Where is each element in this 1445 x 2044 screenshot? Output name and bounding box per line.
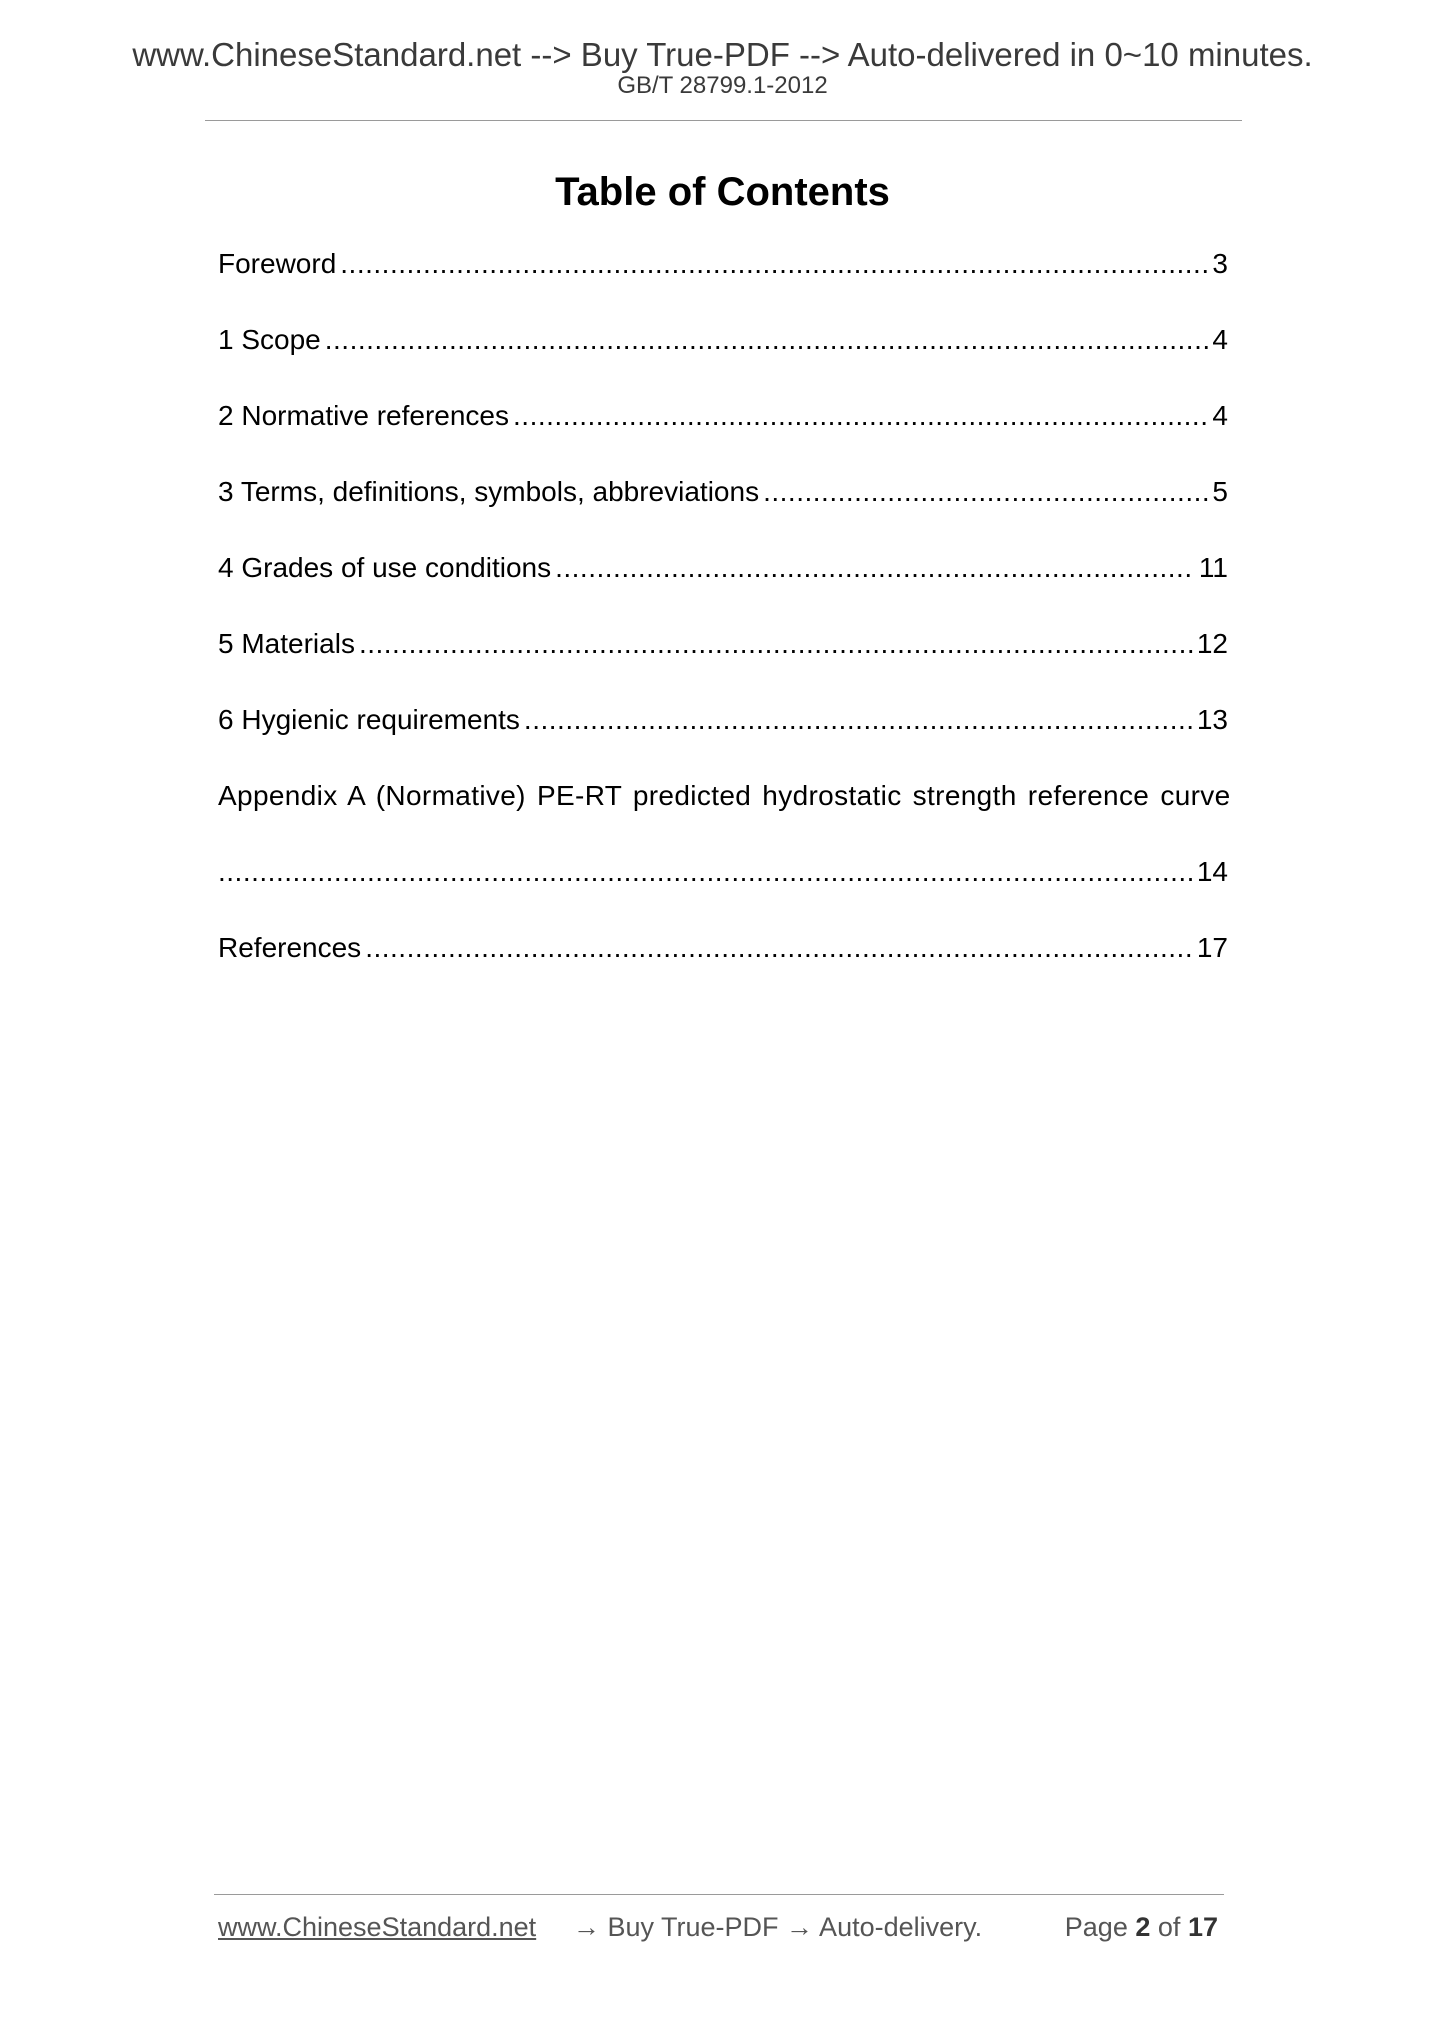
toc-dot-leader bbox=[340, 250, 1208, 278]
page-total: 17 bbox=[1187, 1912, 1218, 1942]
toc-entry-terms[interactable] bbox=[218, 478, 1228, 512]
footer-tagline: → Buy True-PDF → Auto-delivery. bbox=[573, 1912, 983, 1942]
toc-dot-leader bbox=[524, 706, 1193, 734]
footer-site-link[interactable]: www.ChineseStandard.net bbox=[218, 1912, 537, 1942]
page-current: 2 bbox=[1135, 1912, 1151, 1942]
toc-entry-label: 4 Grades of use conditions bbox=[218, 552, 552, 583]
toc-entry-materials[interactable] bbox=[218, 630, 1228, 664]
page-title: Table of Contents bbox=[555, 170, 890, 214]
toc-entry-label: References bbox=[218, 932, 362, 963]
toc-dot-leader bbox=[555, 554, 1195, 582]
toc-entry-label: 6 Hygienic requirements bbox=[218, 704, 520, 735]
toc-entry-page: 17 bbox=[1196, 932, 1228, 963]
toc-entry-page: 12 bbox=[1196, 628, 1228, 659]
toc-entry-label: 2 Normative references bbox=[218, 400, 510, 431]
toc-entry-page: 4 bbox=[1212, 324, 1228, 355]
toc-entry-label: Foreword bbox=[218, 248, 337, 279]
footer-divider bbox=[214, 1894, 1224, 1895]
toc-entry-label: Appendix A (Normative) PE-RT predicted hydrostatic strength reference curve bbox=[218, 780, 1231, 811]
toc-entry-grades[interactable] bbox=[218, 554, 1228, 588]
toc-entry-page: 4 bbox=[1212, 400, 1228, 431]
toc-entry-page: 13 bbox=[1196, 704, 1228, 735]
document-number: GB/T 28799.1-2012 bbox=[617, 72, 828, 99]
page-footer bbox=[218, 1914, 1218, 1948]
toc-entry-scope[interactable] bbox=[218, 326, 1228, 360]
page-indicator bbox=[1065, 1914, 1218, 1941]
toc-entry-references[interactable] bbox=[218, 934, 1228, 968]
toc-entry-normative-references[interactable] bbox=[218, 402, 1228, 436]
toc-dot-leader bbox=[763, 478, 1208, 506]
toc-dot-leader bbox=[359, 630, 1193, 658]
toc-entry-appendix-a-page[interactable] bbox=[218, 858, 1228, 892]
toc-dot-leader bbox=[325, 326, 1209, 354]
toc-dot-leader bbox=[513, 402, 1208, 430]
header-divider bbox=[205, 120, 1242, 121]
toc-entry-label: 3 Terms, definitions, symbols, abbreviations bbox=[218, 476, 760, 507]
toc-entry-appendix-a[interactable] bbox=[218, 780, 1231, 816]
toc-entry-label: 1 Scope bbox=[218, 324, 321, 355]
toc-entry-label: 5 Materials bbox=[218, 628, 355, 659]
toc-entry-hygienic[interactable] bbox=[218, 706, 1228, 740]
toc-entry-foreword[interactable] bbox=[218, 250, 1228, 284]
page-word: Page bbox=[1064, 1912, 1128, 1942]
toc-entry-page: 11 bbox=[1198, 552, 1228, 583]
toc-dot-leader bbox=[365, 934, 1193, 962]
of-word: of bbox=[1157, 1912, 1181, 1942]
toc-entry-page: 5 bbox=[1212, 476, 1228, 507]
toc-entry-page: 3 bbox=[1212, 248, 1228, 279]
header-banner: www.ChineseStandard.net --> Buy True-PDF --> Auto-delivered in 0~10 minutes. bbox=[132, 36, 1313, 73]
toc-dot-leader bbox=[218, 858, 1193, 886]
toc-entry-page: 14 bbox=[1196, 856, 1228, 887]
